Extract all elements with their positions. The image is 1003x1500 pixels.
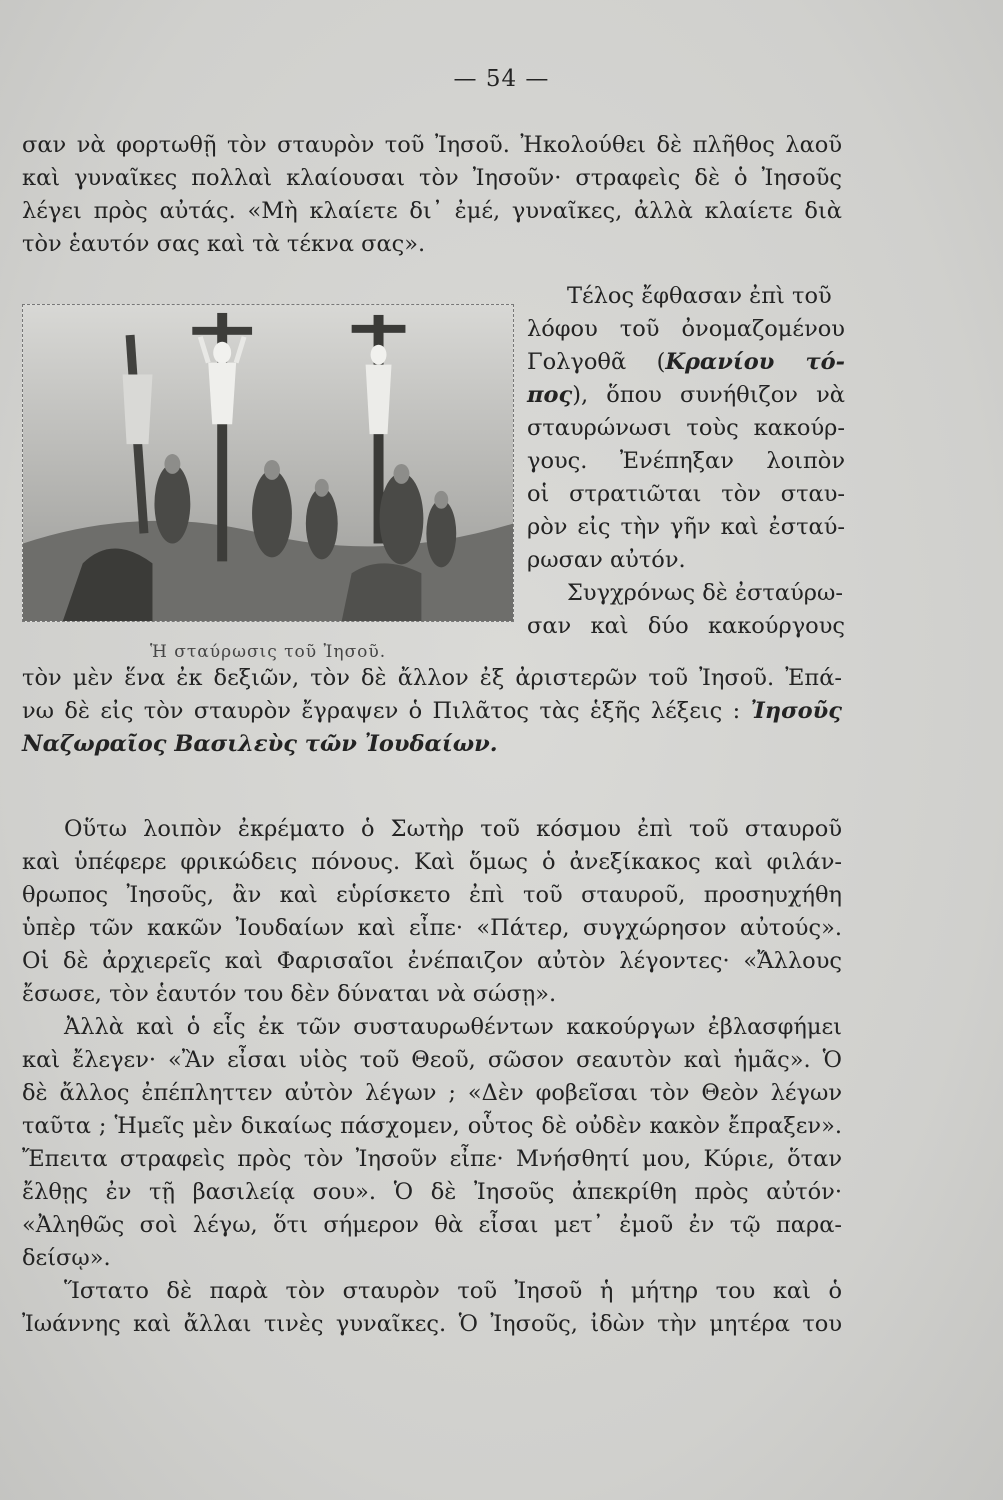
text-line: Ἔπειτα στραφεὶς πρὸς τὸν Ἰησοῦν εἶπε· Μνήσθητί μου, Κύριε, ὅταν — [22, 1146, 842, 1172]
text-line: λόφου τοῦ ὀνομαζομένου — [527, 316, 845, 342]
bold-phrase: Ναζωραῖος Βασιλεὺς τῶν Ἰουδαίων. — [22, 731, 498, 757]
figure-caption: Ἡ σταύρωσις τοῦ Ἰησοῦ. — [150, 642, 387, 662]
text-fragment: νω δὲ εἰς τὸν σταυρὸν ἔγραψεν ὁ Πιλᾶτος τὰς ἑξῆς λέξεις : — [22, 698, 751, 724]
bold-phrase: Κρανίου τό- — [665, 349, 845, 375]
text-line: θρωπος Ἰησοῦς, ἂν καὶ εὑρίσκετο ἐπὶ τοῦ σταυροῦ, προσηυχήθη — [22, 882, 842, 908]
text-fragment: Γολγοθᾶ ( — [527, 349, 666, 375]
text-line: ἔλθῃς ἐν τῇ βασιλείᾳ σου». Ὁ δὲ Ἰησοῦς ἀπεκρίθη πρὸς αὐτόν· — [22, 1179, 842, 1205]
text-line: Ἰωάννης καὶ ἄλλαι τινὲς γυναῖκες. Ὁ Ἰησοῦς, ἰδὼν τὴν μητέρα του — [22, 1311, 842, 1337]
bold-phrase: Ἰησοῦς — [750, 698, 842, 724]
text-line: Συγχρόνως δὲ ἐσταύρω- — [567, 580, 843, 606]
text-line: καὶ γυναῖκες πολλαὶ κλαίουσαι τὸν Ἰησοῦν· στραφεὶς δὲ ὁ Ἰησοῦς — [22, 165, 842, 191]
text-line: Οἱ δὲ ἀρχιερεῖς καὶ Φαρισαῖοι ἐνέπαιζον αὐτὸν λέγοντες· «Ἄλλους — [22, 948, 842, 974]
text-line: τὸν ἑαυτόν σας καὶ τὰ τέκνα σας». — [22, 231, 426, 257]
text-line: ταῦτα ; Ἡμεῖς μὲν δικαίως πάσχομεν, οὗτος δὲ οὐδὲν κακὸν ἔπραξεν». — [22, 1113, 842, 1139]
text-line: Οὕτω λοιπὸν ἐκρέματο ὁ Σωτὴρ τοῦ κόσμου ἐπὶ τοῦ σταυροῦ — [64, 816, 842, 842]
text-line: λέγει πρὸς αὐτάς. «Μὴ κλαίετε δι᾽ ἐμέ, γυναῖκες, ἀλλὰ κλαίετε διὰ — [22, 198, 842, 224]
crucifixion-engraving — [22, 304, 514, 622]
text-line: σαν νὰ φορτωθῇ τὸν σταυρὸν τοῦ Ἰησοῦ. Ἠκολούθει δὲ πλῆθος λαοῦ — [22, 132, 842, 158]
text-line: σταυρώνωσι τοὺς κακούρ- — [527, 415, 845, 441]
crucifixion-engraving-icon — [23, 305, 513, 621]
text-line: Τέλος ἔφθασαν ἐπὶ τοῦ — [567, 283, 832, 309]
text-line — [527, 347, 845, 377]
text-line: δὲ ἄλλος ἐπέπληττεν αὐτὸν λέγων ; «Δὲν φοβεῖσαι τὸν Θεὸν λέγων — [22, 1080, 842, 1106]
text-line: ρωσαν αὐτόν. — [527, 547, 686, 573]
page-number: — 54 — — [453, 66, 550, 92]
text-line: γους. Ἐνέπηξαν λοιπὸν — [527, 448, 845, 474]
text-line: καὶ ὑπέφερε φρικώδεις πόνους. Καὶ ὅμως ὁ ἀνεξίκακος καὶ φιλάν- — [22, 849, 842, 875]
text-line — [527, 380, 845, 410]
text-line — [22, 729, 842, 759]
text-line — [22, 696, 842, 726]
text-line: καὶ ἔλεγεν· «Ἂν εἶσαι υἱὸς τοῦ Θεοῦ, σῶσον σεαυτὸν καὶ ἡμᾶς». Ὁ — [22, 1047, 842, 1073]
text-line: ὑπὲρ τῶν κακῶν Ἰουδαίων καὶ εἶπε· «Πάτερ, συγχώρησον αὐτούς». — [22, 915, 842, 941]
text-line: Ἀλλὰ καὶ ὁ εἷς ἐκ τῶν συσταυρωθέντων κακούργων ἐβλασφήμει — [64, 1014, 842, 1040]
bold-phrase: πος — [527, 382, 573, 408]
text-line: Ἵστατο δὲ παρὰ τὸν σταυρὸν τοῦ Ἰησοῦ ἡ μήτηρ του καὶ ὁ — [64, 1278, 842, 1304]
text-line: «Ἀληθῶς σοὶ λέγω, ὅτι σήμερον θὰ εἶσαι μετ᾽ ἐμοῦ ἐν τῷ παρα- — [22, 1212, 842, 1238]
text-line: σαν καὶ δύο κακούργους — [527, 613, 845, 639]
text-line: ρὸν εἰς τὴν γῆν καὶ ἐσταύ- — [527, 514, 845, 540]
text-fragment: ), ὅπου συνήθιζον νὰ — [572, 382, 845, 408]
text-line: ἔσωσε, τὸν ἑαυτόν του δὲν δύναται νὰ σώσῃ». — [22, 981, 557, 1007]
text-line: οἱ στρατιῶται τὸν σταυ- — [527, 481, 845, 507]
text-line: δείσῳ». — [22, 1245, 111, 1271]
text-line: τὸν μὲν ἕνα ἐκ δεξιῶν, τὸν δὲ ἄλλον ἐξ ἀριστερῶν τοῦ Ἰησοῦ. Ἐπά- — [22, 665, 842, 691]
